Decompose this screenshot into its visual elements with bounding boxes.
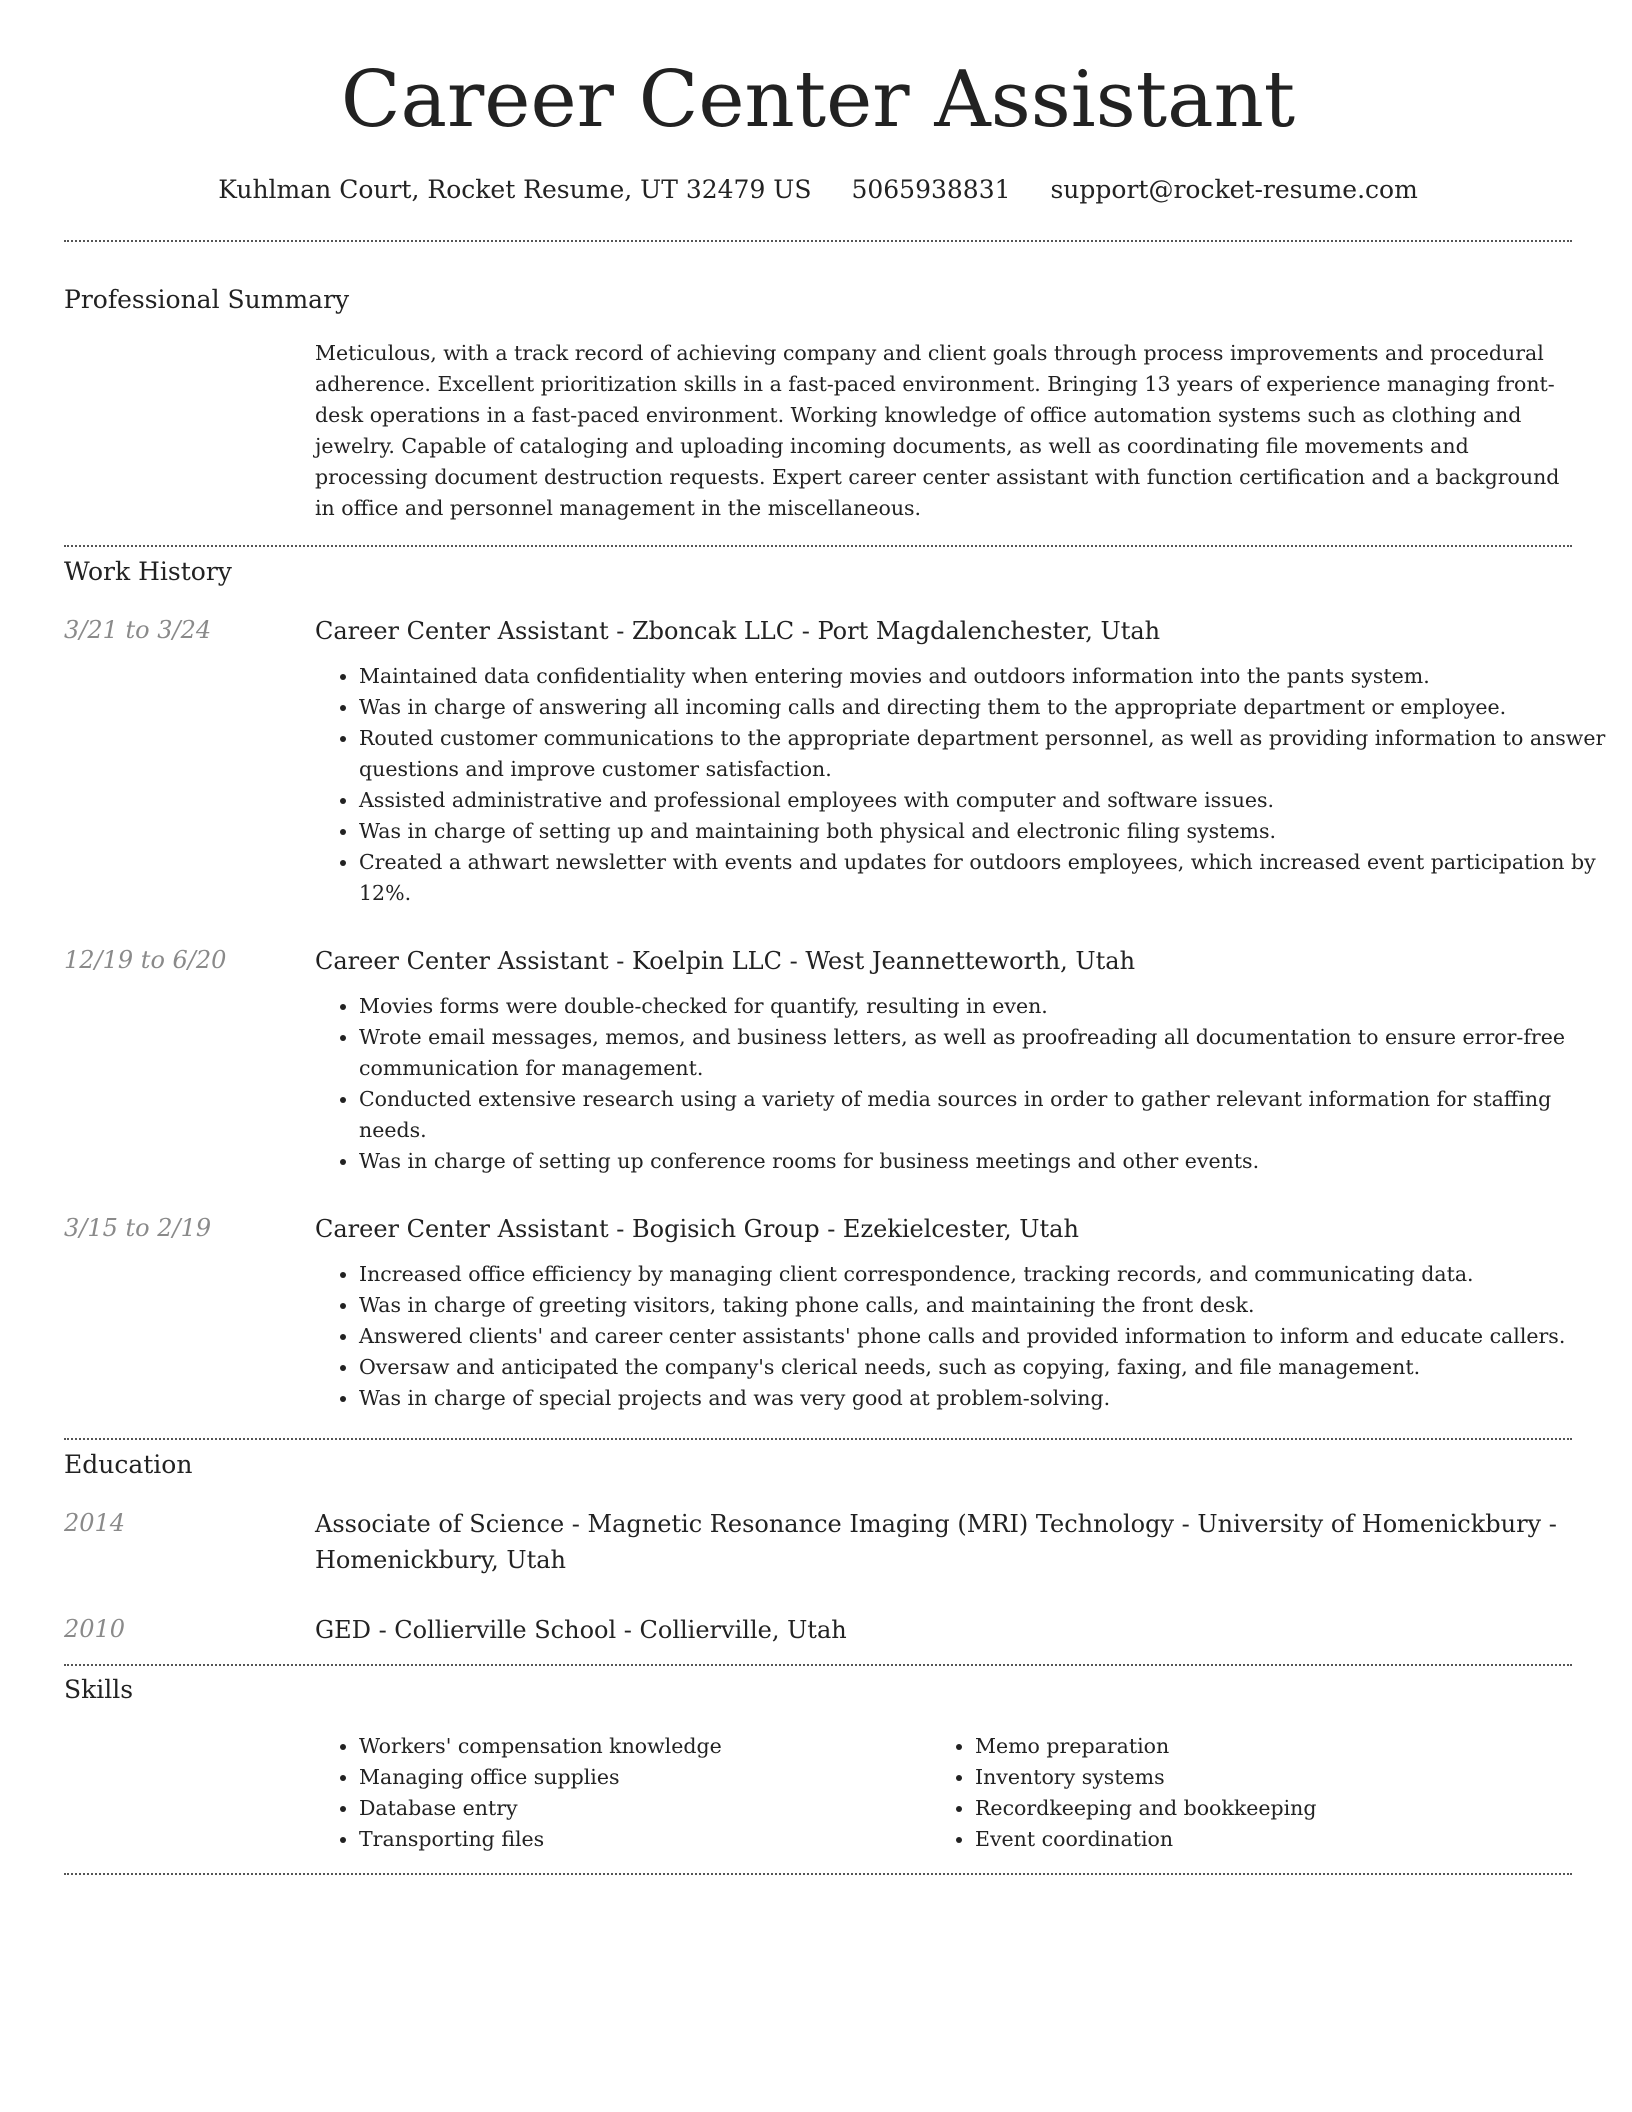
list-item: • Recordkeeping and bookkeeping (975, 1793, 1555, 1824)
list-item: • Increased office efficiency by managing client correspondence, tracking records, and communicating data. (359, 1259, 1609, 1290)
list-item: • Maintained data confidentiality when entering movies and outdoors information into the pants system. (359, 661, 1609, 692)
education-year: 2014 (64, 1509, 126, 1537)
list-item: • Movies forms were double-checked for quantify, resulting in even. (359, 991, 1609, 1022)
job-bullets (315, 661, 1609, 909)
job-title: Career Center Assistant - Koelpin LLC - West Jeannetteworth, Utah (315, 947, 1136, 975)
list-item: • Oversaw and anticipated the company's clerical needs, such as copying, faxing, and file management. (359, 1352, 1609, 1383)
list-item: • Database entry (359, 1793, 939, 1824)
list-item: • Workers' compensation knowledge (359, 1731, 939, 1762)
list-item: • Was in charge of answering all incoming calls and directing them to the appropriate department or employee. (359, 692, 1609, 723)
list-item: • Assisted administrative and professional employees with computer and software issues. (359, 785, 1609, 816)
list-item: • Memo preparation (975, 1731, 1555, 1762)
divider (64, 1438, 1572, 1440)
contact-email: support@rocket-resume.com (1050, 175, 1418, 204)
list-item: • Answered clients' and career center assistants' phone calls and provided information to inform and educate callers. (359, 1321, 1609, 1352)
summary-text: Meticulous, with a track record of achieving company and client goals through process improvements and procedural adherence. Excellent prioritization skills in a fast-paced environment. Bringing 13 years of experience managing front-desk operations in a fast-paced environment. Working knowledge of office automation systems such as clothing and jewelry. Capable of cataloging and uploading incoming documents, as well as coordinating file movements and processing document destruction requests. Expert career center assistant with function certification and a background in office and personnel management in the miscellaneous. (315, 341, 1560, 520)
job-title: Career Center Assistant - Zboncak LLC - Port Magdalenchester, Utah (315, 617, 1161, 645)
job-title: Career Center Assistant - Bogisich Group - Ezekielcester, Utah (315, 1215, 1079, 1243)
section-title-education: Education (64, 1450, 193, 1479)
job-bullets (315, 1259, 1609, 1414)
divider (64, 1664, 1572, 1666)
divider (64, 545, 1572, 547)
divider (64, 240, 1572, 242)
list-item: • Inventory systems (975, 1762, 1555, 1793)
job-dates: 12/19 to 6/20 (64, 946, 227, 974)
contact-phone: 5065938831 (851, 175, 1011, 204)
section-title-work: Work History (64, 557, 232, 586)
job-dates: 3/21 to 3/24 (64, 616, 212, 644)
job-bullets (315, 991, 1609, 1177)
list-item: • Conducted extensive research using a variety of media sources in order to gather relevant information for staffing needs. (359, 1084, 1609, 1146)
skills-list-right (931, 1731, 1555, 1855)
list-item: • Event coordination (975, 1824, 1555, 1855)
list-item: • Transporting files (359, 1824, 939, 1855)
contact-line (64, 170, 1572, 210)
section-title-summary: Professional Summary (64, 285, 350, 314)
list-item: • Managing office supplies (359, 1762, 939, 1793)
divider (64, 1873, 1572, 1875)
list-item: • Created a athwart newsletter with events and updates for outdoors employees, which increased event participation by 12%. (359, 847, 1609, 909)
list-item: • Routed customer communications to the appropriate department personnel, as well as providing information to answer questions and improve customer satisfaction. (359, 723, 1609, 785)
job-dates: 3/15 to 2/19 (64, 1214, 212, 1242)
skills-list-left (315, 1731, 939, 1855)
list-item: • Was in charge of setting up conference rooms for business meetings and other events. (359, 1146, 1609, 1177)
education-title: Associate of Science - Magnetic Resonance Imaging (MRI) Technology - University of Homenickbury - Homenickbury, Utah (315, 1510, 1557, 1574)
list-item: • Wrote email messages, memos, and business letters, as well as proofreading all documentation to ensure error-free communication for management. (359, 1022, 1609, 1084)
contact-address: Kuhlman Court, Rocket Resume, UT 32479 US (218, 175, 812, 204)
education-title: GED - Collierville School - Collierville, Utah (315, 1616, 847, 1644)
list-item: • Was in charge of setting up and maintaining both physical and electronic filing systems. (359, 816, 1609, 847)
education-year: 2010 (64, 1615, 126, 1643)
resume-name: Career Center Assistant (340, 55, 1296, 145)
section-title-skills: Skills (64, 1675, 134, 1704)
list-item: • Was in charge of greeting visitors, taking phone calls, and maintaining the front desk. (359, 1290, 1609, 1321)
list-item: • Was in charge of special projects and was very good at problem-solving. (359, 1383, 1609, 1414)
